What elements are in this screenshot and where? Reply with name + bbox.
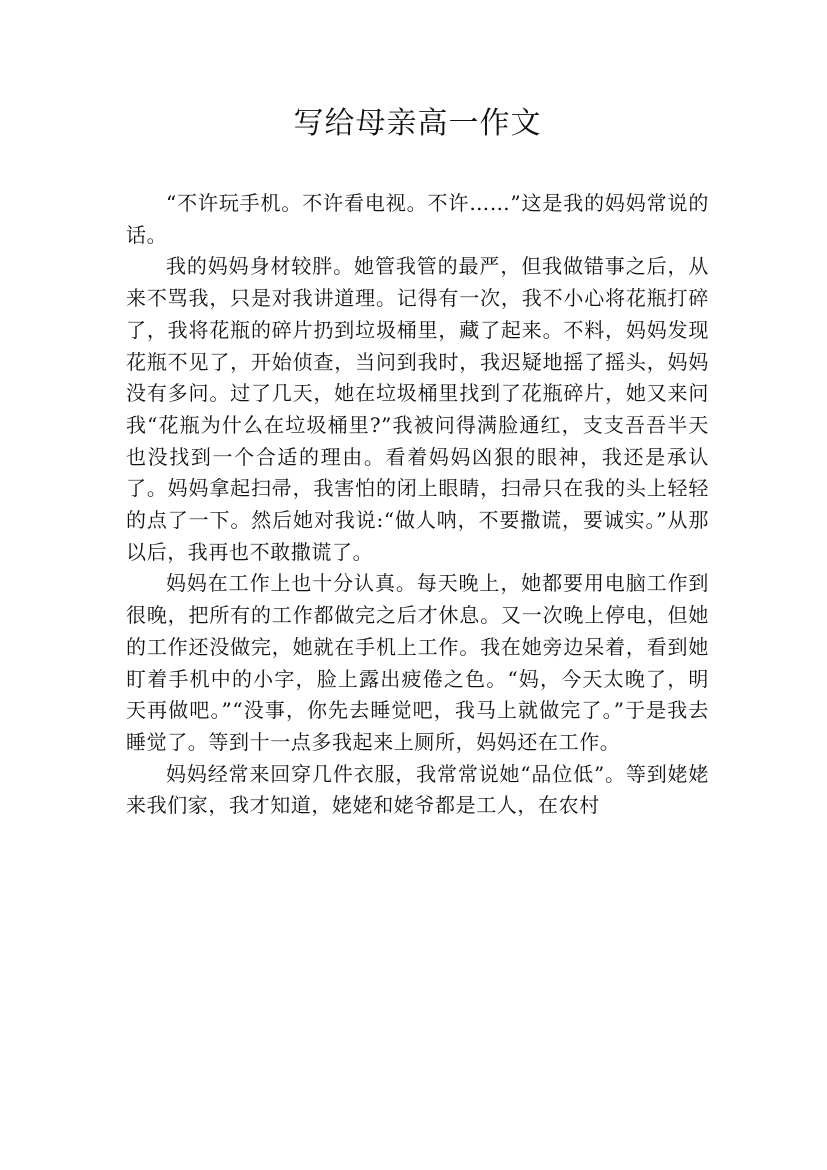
paragraph: “不许玩手机。不许看电视。不许……”这是我的妈妈常说的话。 — [126, 191, 709, 247]
document-title: 写给母亲高一作文 — [293, 106, 542, 141]
paragraph: 妈妈在工作上也十分认真。每天晚上，她都要用电脑工作到很晚，把所有的工作都做完之后才休息。又一次晚上停电，但她的工作还没做完，她就在手机上工作。我在她旁边呆着，看到她盯着手机中的小字，脸上露出疲倦之色。“妈，今天太晚了，明天再做吧。”“没事，你先去睡觉吧，我马上就做完了。”于是我去睡觉了。等到十一点多我起来上厕所，妈妈还在工作。 — [126, 571, 709, 754]
paragraph: 我的妈妈身材较胖。她管我管的最严，但我做错事之后，从来不骂我，只是对我讲道理。记得有一次，我不小心将花瓶打碎了，我将花瓶的碎片扔到垃圾桶里，藏了起来。不料，妈妈发现花瓶不见了，开始侦查，当问到我时，我迟疑地摇了摇头，妈妈没有多问。过了几天，她在垃圾桶里找到了花瓶碎片，她又来问我“花瓶为什么在垃圾桶里?”我被问得满脸通红，支支吾吾半天也没找到一个合适的理由。看着妈妈凶狠的眼神，我还是承认了。妈妈拿起扫帚，我害怕的闭上眼睛，扫帚只在我的头上轻轻的点了一下。然后她对我说:“做人呐，不要撒谎，要诚实。”从那以后，我再也不敢撒谎了。 — [126, 254, 709, 564]
paragraph: 妈妈经常来回穿几件衣服，我常常说她“品位低”。等到姥姥来我们家，我才知道，姥姥和姥爷都是工人，在农村 — [126, 761, 709, 818]
document-body — [126, 188, 709, 822]
